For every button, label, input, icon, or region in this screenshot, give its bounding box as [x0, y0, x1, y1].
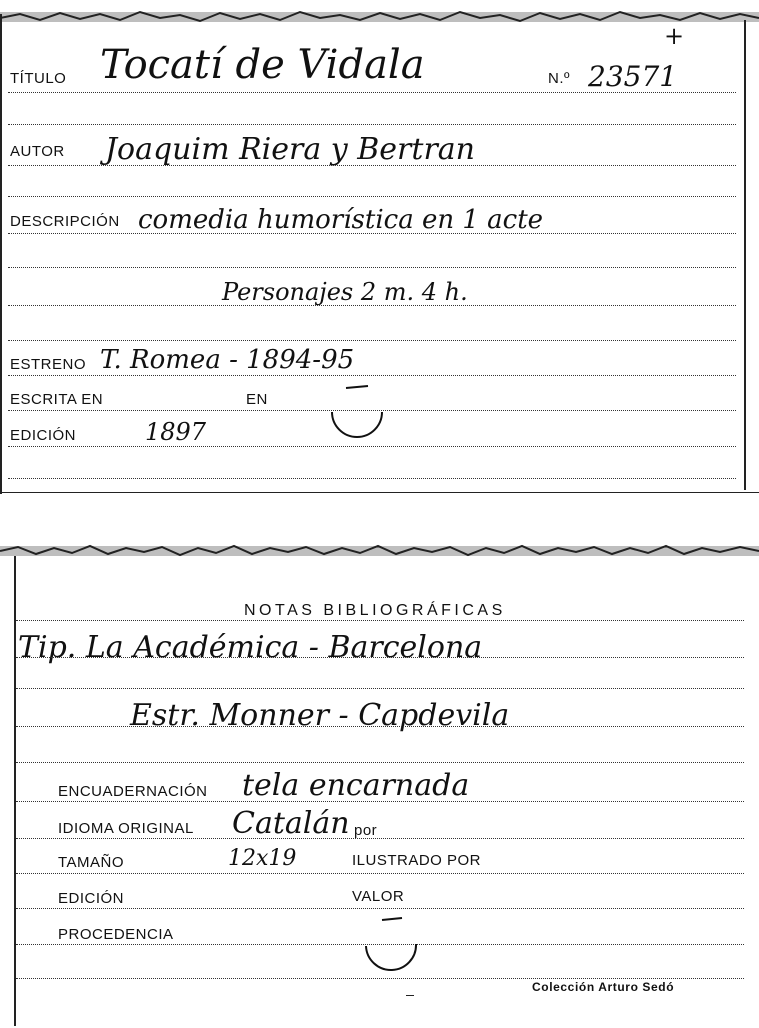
en-label: EN	[246, 391, 268, 408]
rule-line	[8, 233, 736, 234]
card-left-border	[14, 556, 16, 1026]
punch-hole-icon	[326, 382, 388, 444]
tamano-value: 12x19	[228, 846, 297, 871]
estreno-value: T. Romea - 1894-95	[100, 345, 355, 375]
catalog-card-front	[0, 0, 759, 495]
descripcion-label: DESCRIPCIÓN	[10, 213, 120, 230]
tamano-label: TAMAÑO	[58, 854, 125, 871]
edicion-label: EDICIÓN	[10, 427, 77, 444]
rule-line	[16, 688, 744, 689]
titulo-label: TÍTULO	[10, 70, 67, 87]
rule-line	[16, 762, 744, 763]
rule-line	[16, 908, 744, 909]
rule-line	[16, 726, 744, 727]
catalog-card-back	[0, 540, 759, 1028]
nota-line-2: Estr. Monner - Capdevila	[130, 698, 510, 733]
back-edicion-label: EDICIÓN	[58, 890, 125, 907]
encuadernacion-label: ENCUADERNACIÓN	[58, 783, 208, 800]
estreno-label: ESTRENO	[10, 356, 87, 373]
rule-line	[8, 124, 736, 125]
collection-footer: Colección Arturo Sedó	[532, 980, 675, 994]
autor-label: AUTOR	[10, 143, 65, 160]
rule-line	[8, 340, 736, 341]
plus-mark-icon: +	[664, 22, 685, 50]
card-left-border	[0, 14, 2, 494]
rule-line	[16, 873, 744, 874]
rule-line	[8, 375, 736, 376]
rule-line	[16, 657, 744, 658]
punch-hole-icon	[358, 914, 422, 978]
card-right-border	[744, 20, 746, 490]
rule-line	[8, 196, 736, 197]
descripcion-value-2: Personajes 2 m. 4 h.	[222, 278, 468, 306]
rule-line	[8, 305, 736, 306]
nota-line-1: Tip. La Académica - Barcelona	[18, 630, 483, 665]
encuadernacion-value: tela encarnada	[242, 768, 470, 803]
numero-value: 23571	[588, 60, 678, 93]
card-bottom-edge	[0, 492, 759, 493]
numero-label: N.º	[548, 70, 570, 87]
procedencia-label: PROCEDENCIA	[58, 926, 174, 943]
rule-line	[8, 446, 736, 447]
descripcion-value: comedia humorística en 1 acte	[138, 205, 544, 235]
rule-line	[16, 620, 744, 621]
escrita-label: ESCRITA EN	[10, 391, 104, 408]
titulo-value: Tocatí de Vidala	[100, 42, 425, 88]
valor-label: VALOR	[352, 888, 405, 905]
rule-line	[8, 92, 736, 93]
torn-top-edge	[0, 542, 759, 560]
idioma-label: IDIOMA ORIGINAL	[58, 820, 194, 837]
edicion-value: 1897	[145, 418, 207, 446]
ilustrado-label: ILUSTRADO POR	[352, 852, 482, 869]
rule-line	[8, 478, 736, 479]
rule-line	[8, 267, 736, 268]
autor-value: Joaquim Riera y Bertran	[105, 132, 476, 167]
rule-line	[16, 801, 744, 802]
rule-line	[16, 838, 744, 839]
notas-heading: NOTAS BIBLIOGRÁFICAS	[244, 602, 506, 619]
idioma-value: Catalán	[232, 806, 350, 841]
rule-line	[16, 978, 744, 979]
torn-top-edge	[0, 8, 759, 26]
tick-mark	[406, 995, 414, 996]
rule-line	[8, 165, 736, 166]
por-label: por	[354, 822, 378, 839]
